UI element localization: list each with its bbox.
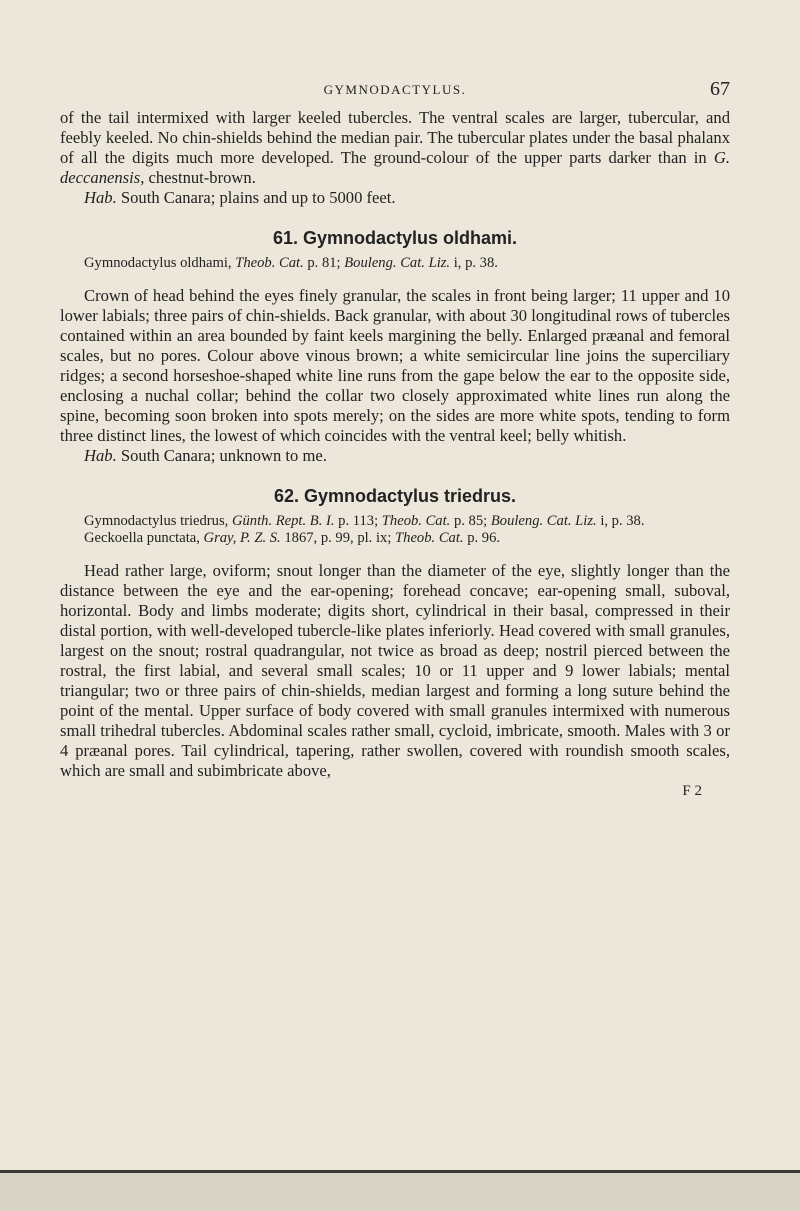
page-bottom-edge [0, 1170, 800, 1211]
species-61-description: Crown of head behind the eyes finely granular, the scales in front being larger; 11 upper and 10 lower labials; three pairs of chin-shields. Back granular, with about 30 longitudinal rows of tubercles contained within an area bounded by faint keels margining the belly. Enlarged præanal and femoral scales, but no pores. Colour above vinous brown; a white semicircular line joins the superciliary ridges; a second horseshoe-shaped white line runs from the gape below the ear to the opposite side, enclosing a nuchal collar; behind the collar two closely approximated white lines run along the spine, becoming soon broken into spots merely; on the sides are more white spots, tending to form three distinct lines, the lowest of which coincides with the ventral keel; belly whitish. [60, 286, 730, 445]
species-62-synonymy-2: Geckoella punctata, Gray, P. Z. S. 1867, p. 99, pl. ix; Theob. Cat. p. 96. [84, 530, 501, 546]
intro-habitat: Hab. South Canara; plains and up to 5000 feet. [84, 188, 396, 207]
running-title: GYMNODACTYLUS. [323, 82, 467, 97]
running-head [60, 78, 730, 108]
signature-mark: F 2 [682, 783, 702, 799]
species-61-habitat: Hab. South Canara; unknown to me. [84, 446, 327, 465]
species-62-description: Head rather large, oviform; snout longer than the diameter of the eye, slightly longer than the distance between the eye and the ear-opening; forehead concave; ear-opening small, suboval, horizontal. Body and limbs moderate; digits short, cylindrical in their basal, compressed in their distal portion, with well-developed tubercle-like plates inferiorly. Head covered with small granules, largest on the snout; rostral quadrangular, not twice as broad as deep; nostril pierced between the rostral, the first labial, and several small scales; 10 or 11 upper and 9 lower labials; mental triangular; two or three pairs of chin-shields, median largest and forming a long suture behind the point of the mental. Upper surface of body covered with small granules intermixed with numerous small trihedral tubercles. Abdominal scales rather small, cycloid, imbricate, smooth. Males with 3 or 4 præanal pores. Tail cylindrical, tapering, rather swollen, covered with roundish smooth scales, which are small and subimbricate above, [60, 561, 730, 780]
page-number: 67 [710, 78, 730, 100]
intro-paragraph: of the tail intermixed with larger keeled tubercles. The ventral scales are larger, tubercular, and feebly keeled. No chin-shields behind the median pair. The tubercular plates under the basal phalanx of all the digits much more developed. The ground-colour of the upper parts darker than in G. deccanensis, chestnut-brown. [60, 108, 730, 187]
book-page [60, 78, 730, 801]
species-61-title: 61. Gymnodactylus oldhami. [272, 228, 518, 248]
species-62-title: 62. Gymnodactylus triedrus. [273, 486, 517, 506]
species-62-synonymy-1: Gymnodactylus triedrus, Günth. Rept. B. I. p. 113; Theob. Cat. p. 85; Bouleng. Cat. Liz. i, p. 38. [84, 513, 645, 529]
species-61-synonymy: Gymnodactylus oldhami, Theob. Cat. p. 81; Bouleng. Cat. Liz. i, p. 38. [84, 255, 498, 271]
